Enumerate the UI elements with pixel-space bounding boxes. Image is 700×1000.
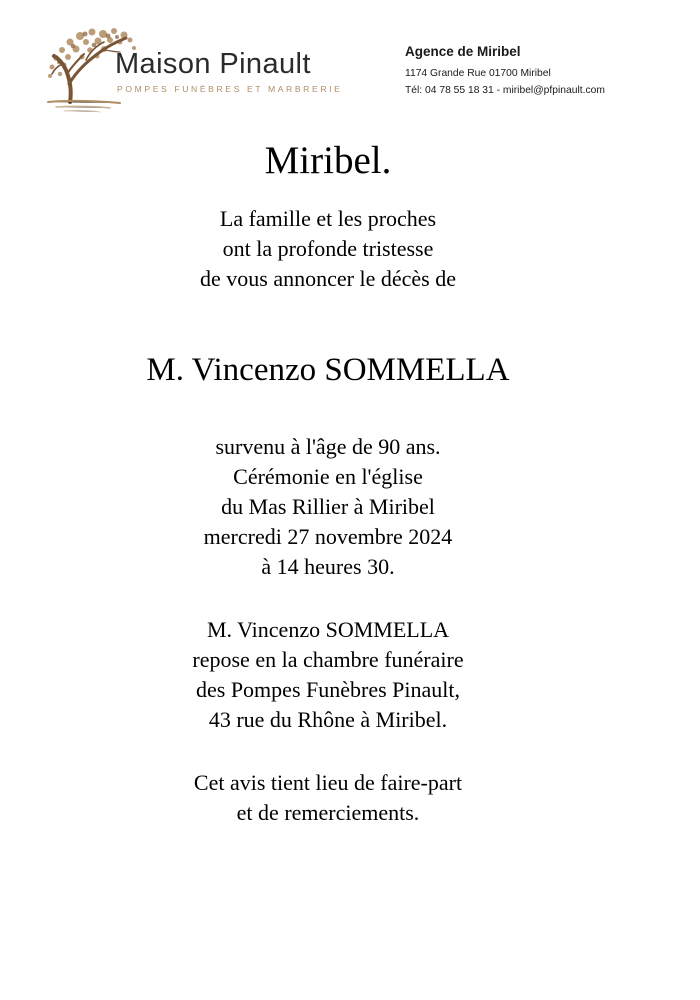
- details-line: mercredi 27 novembre 2024: [203, 524, 453, 549]
- town-heading: Miribel.: [264, 139, 392, 182]
- rest-line: repose en la chambre funéraire: [192, 647, 464, 672]
- agency-phone-email: Tél: 04 78 55 18 31 - miribel@pfpinault.com: [405, 85, 605, 96]
- ceremony-details: [0, 432, 656, 582]
- agency-title: Agence de Miribel: [405, 44, 521, 59]
- closing-line: Cet avis tient lieu de faire-part: [193, 770, 463, 795]
- details-line: à 14 heures 30.: [261, 554, 395, 579]
- details-line: du Mas Rillier à Miribel: [221, 494, 435, 519]
- agency-address: 1174 Grande Rue 01700 Miribel: [405, 68, 551, 79]
- intro-paragraph: [0, 204, 656, 294]
- rest-line: M. Vincenzo SOMMELLA: [206, 617, 450, 642]
- closing-statement: [0, 768, 656, 828]
- rest-line: des Pompes Funèbres Pinault,: [196, 677, 460, 702]
- brand-tagline: POMPES FUNÈBRES ET MARBRERIE: [117, 84, 343, 94]
- intro-line: La famille et les proches: [219, 206, 437, 231]
- details-line: Cérémonie en l'église: [233, 464, 423, 489]
- notice-body: [0, 130, 656, 828]
- deceased-name: M. Vincenzo SOMMELLA: [146, 352, 510, 388]
- intro-line: de vous annoncer le décès de: [200, 266, 456, 291]
- funeral-home-info: [0, 615, 656, 735]
- rest-line: 43 rue du Rhône à Miribel.: [208, 707, 448, 732]
- intro-line: ont la profonde tristesse: [222, 236, 434, 261]
- agency-contact-block: [405, 44, 605, 99]
- company-logo: [40, 22, 360, 114]
- brand-name: Maison Pinault: [115, 48, 311, 80]
- details-line: survenu à l'âge de 90 ans.: [215, 434, 441, 459]
- closing-line: et de remerciements.: [236, 800, 420, 825]
